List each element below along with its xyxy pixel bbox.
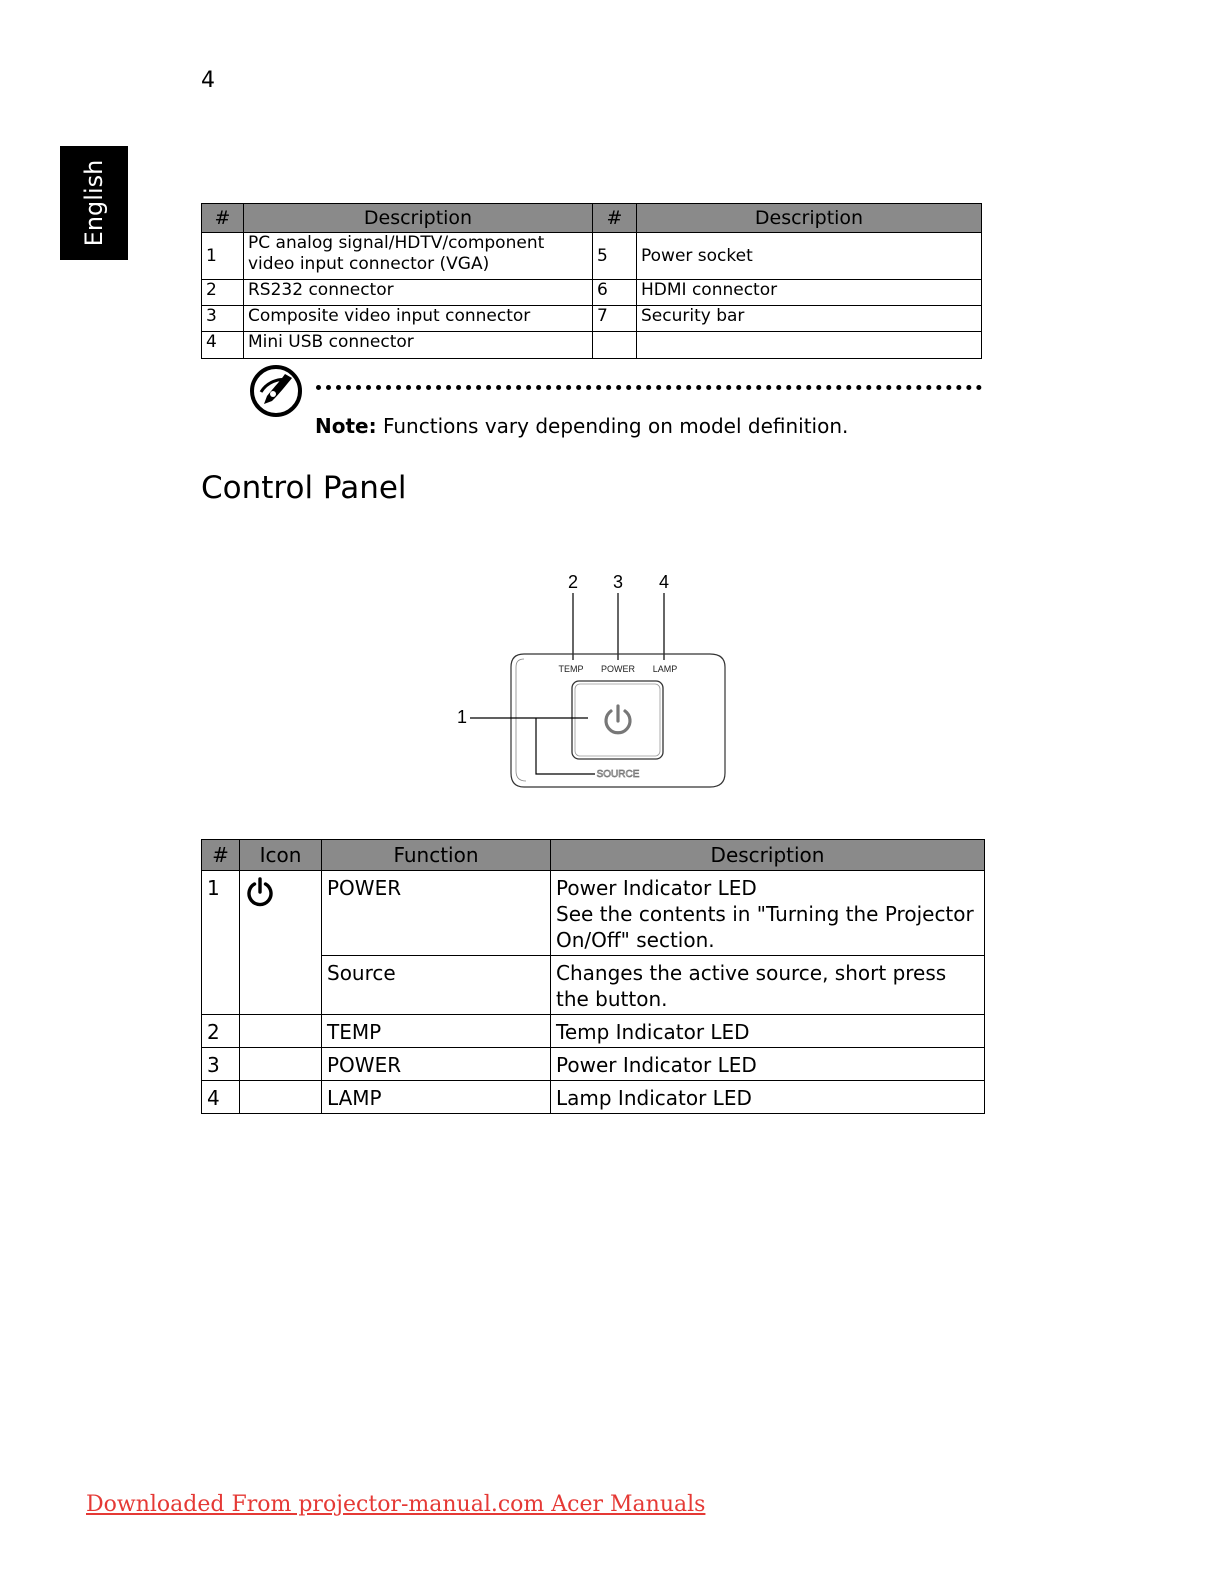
header-number: # bbox=[593, 204, 637, 233]
row-function: POWER bbox=[322, 1048, 551, 1081]
connector-table bbox=[201, 203, 982, 359]
control-panel-table bbox=[201, 839, 985, 1114]
row-number: 1 bbox=[202, 871, 240, 1015]
row-function: LAMP bbox=[322, 1081, 551, 1114]
row-number: 6 bbox=[593, 280, 637, 306]
note-divider bbox=[316, 385, 982, 390]
led-label-lamp: LAMP bbox=[652, 664, 678, 674]
power-icon bbox=[245, 875, 275, 907]
row-number: 4 bbox=[202, 332, 244, 359]
table-row bbox=[202, 233, 982, 280]
row-description: Mini USB connector bbox=[244, 332, 593, 359]
language-tab-label: English bbox=[80, 159, 108, 247]
row-icon bbox=[240, 871, 322, 1015]
table-row bbox=[202, 1015, 985, 1048]
panel-outline-inner bbox=[516, 659, 526, 781]
table-row bbox=[202, 1081, 985, 1114]
table-row bbox=[202, 280, 982, 306]
row-number: 5 bbox=[593, 233, 637, 280]
row-description: Changes the active source, short press the button. bbox=[551, 956, 985, 1015]
row-function: Source bbox=[322, 956, 551, 1015]
callout-3: 3 bbox=[612, 572, 624, 592]
note-text bbox=[315, 414, 848, 438]
row-description: Lamp Indicator LED bbox=[551, 1081, 985, 1114]
row-number: 2 bbox=[202, 280, 244, 306]
row-description bbox=[637, 332, 982, 359]
connector-table-header bbox=[202, 204, 982, 233]
control-panel-table-header bbox=[202, 840, 985, 871]
footer-download-link[interactable]: Downloaded From projector-manual.com Acer Manuals bbox=[86, 1492, 706, 1517]
header-icon: Icon bbox=[240, 840, 322, 871]
row-description: RS232 connector bbox=[244, 280, 593, 306]
source-label: SOURCE bbox=[596, 769, 640, 780]
row-description: Temp Indicator LED bbox=[551, 1015, 985, 1048]
row-description: Power socket bbox=[637, 233, 982, 280]
row-icon bbox=[240, 1048, 322, 1081]
header-number: # bbox=[202, 204, 244, 233]
row-icon bbox=[240, 1081, 322, 1114]
row-number: 4 bbox=[202, 1081, 240, 1114]
language-tab bbox=[60, 146, 128, 260]
note-label: Note: bbox=[315, 414, 377, 438]
led-label-temp: TEMP bbox=[558, 664, 584, 674]
row-number: 2 bbox=[202, 1015, 240, 1048]
page-number: 4 bbox=[201, 68, 215, 93]
row-description: PC analog signal/HDTV/component video input connector (VGA) bbox=[244, 233, 593, 280]
callout-1: 1 bbox=[456, 707, 468, 727]
table-row bbox=[202, 1048, 985, 1081]
header-description: Description bbox=[637, 204, 982, 233]
row-description: Power Indicator LED bbox=[551, 1048, 985, 1081]
control-panel-diagram bbox=[440, 565, 740, 800]
row-number: 7 bbox=[593, 306, 637, 332]
header-description: Description bbox=[244, 204, 593, 233]
description-line: Power Indicator LED bbox=[556, 876, 757, 900]
description-line: See the contents in "Turning the Projector On/Off" section. bbox=[556, 902, 974, 952]
row-number: 1 bbox=[202, 233, 244, 280]
callout-4: 4 bbox=[658, 572, 670, 592]
row-number bbox=[593, 332, 637, 359]
row-icon bbox=[240, 1015, 322, 1048]
section-title: Control Panel bbox=[201, 470, 407, 506]
callout-2: 2 bbox=[567, 572, 579, 592]
header-function: Function bbox=[322, 840, 551, 871]
table-row bbox=[202, 871, 985, 956]
row-description: Security bar bbox=[637, 306, 982, 332]
row-description: Composite video input connector bbox=[244, 306, 593, 332]
led-label-power: POWER bbox=[600, 664, 636, 674]
row-function: TEMP bbox=[322, 1015, 551, 1048]
note-pen-icon bbox=[249, 364, 303, 418]
table-row bbox=[202, 332, 982, 359]
header-number: # bbox=[202, 840, 240, 871]
row-description bbox=[551, 871, 985, 956]
row-description: HDMI connector bbox=[637, 280, 982, 306]
header-description: Description bbox=[551, 840, 985, 871]
row-number: 3 bbox=[202, 1048, 240, 1081]
note-body: Functions vary depending on model definition. bbox=[376, 414, 849, 438]
table-row bbox=[202, 306, 982, 332]
row-number: 3 bbox=[202, 306, 244, 332]
row-function: POWER bbox=[322, 871, 551, 956]
